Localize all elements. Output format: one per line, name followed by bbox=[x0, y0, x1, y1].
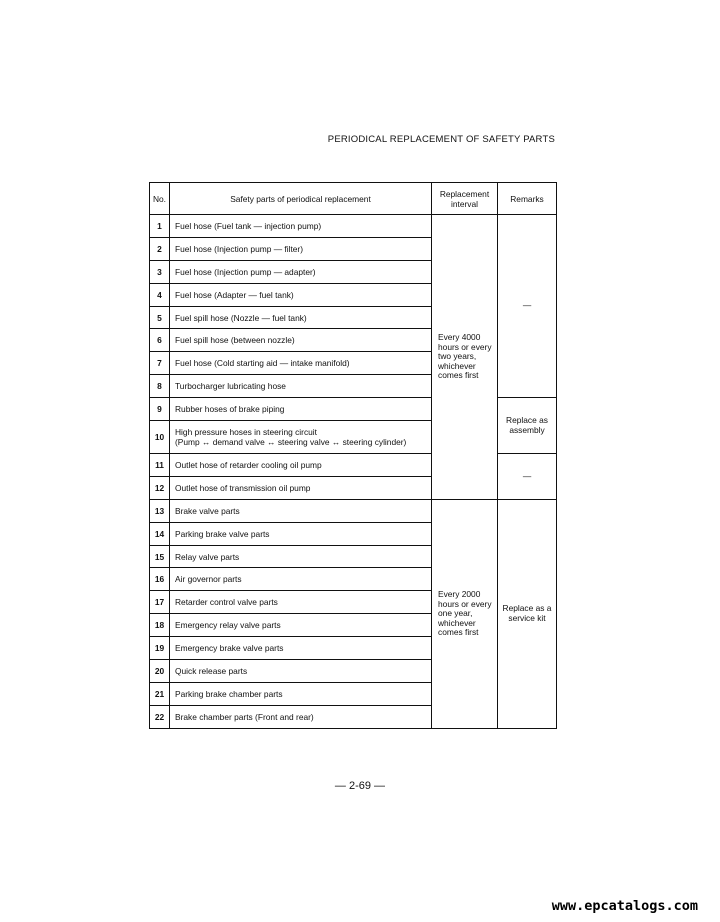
page-header-title: PERIODICAL REPLACEMENT OF SAFETY PARTS bbox=[327, 134, 555, 145]
part-name: Fuel hose (Injection pump — filter) bbox=[170, 237, 432, 260]
row-number: 11 bbox=[150, 454, 170, 477]
part-name: Emergency brake valve parts bbox=[170, 637, 432, 660]
row-number: 17 bbox=[150, 591, 170, 614]
remarks-dash: — bbox=[498, 454, 557, 500]
part-name: Fuel hose (Cold starting aid — intake manifold) bbox=[170, 352, 432, 375]
part-name-line-2: (Pump ↔ demand valve ↔ steering valve ↔ steering cylinder) bbox=[175, 437, 407, 448]
part-name: Fuel hose (Fuel tank — injection pump) bbox=[170, 215, 432, 238]
part-name: Brake chamber parts (Front and rear) bbox=[170, 705, 432, 728]
part-name: Parking brake chamber parts bbox=[170, 682, 432, 705]
page-number: — 2-69 — bbox=[334, 780, 386, 792]
part-name: Fuel hose (Injection pump — adapter) bbox=[170, 260, 432, 283]
row-number: 5 bbox=[150, 306, 170, 329]
row-number: 2 bbox=[150, 237, 170, 260]
row-number: 10 bbox=[150, 421, 170, 454]
row-number: 3 bbox=[150, 260, 170, 283]
part-name: Fuel spill hose (between nozzle) bbox=[170, 329, 432, 352]
row-number: 1 bbox=[150, 215, 170, 238]
part-name: Fuel spill hose (Nozzle — fuel tank) bbox=[170, 306, 432, 329]
remarks-replace-assembly: Replace as assembly bbox=[498, 398, 557, 454]
row-number: 14 bbox=[150, 522, 170, 545]
part-name: Relay valve parts bbox=[170, 545, 432, 568]
row-number: 13 bbox=[150, 499, 170, 522]
header-part: Safety parts of periodical replacement bbox=[170, 183, 432, 215]
part-name: Outlet hose of retarder cooling oil pump bbox=[170, 454, 432, 477]
part-name: Rubber hoses of brake piping bbox=[170, 398, 432, 421]
row-number: 9 bbox=[150, 398, 170, 421]
row-number: 15 bbox=[150, 545, 170, 568]
part-name: Brake valve parts bbox=[170, 499, 432, 522]
row-number: 19 bbox=[150, 637, 170, 660]
part-name: Parking brake valve parts bbox=[170, 522, 432, 545]
row-number: 7 bbox=[150, 352, 170, 375]
row-number: 6 bbox=[150, 329, 170, 352]
row-number: 12 bbox=[150, 476, 170, 499]
interval-4000: Every 4000 hours or every two years, whichever comes first bbox=[432, 215, 498, 500]
row-number: 18 bbox=[150, 614, 170, 637]
table-header-row bbox=[150, 183, 557, 215]
part-name-line-1: High pressure hoses in steering circuit bbox=[175, 427, 317, 438]
header-remarks: Remarks bbox=[498, 183, 557, 215]
table-row bbox=[150, 215, 557, 238]
row-number: 22 bbox=[150, 705, 170, 728]
part-name-two-line bbox=[170, 421, 432, 454]
part-name: Outlet hose of transmission oil pump bbox=[170, 476, 432, 499]
row-number: 16 bbox=[150, 568, 170, 591]
part-name: Fuel hose (Adapter — fuel tank) bbox=[170, 283, 432, 306]
row-number: 4 bbox=[150, 283, 170, 306]
part-name: Turbocharger lubricating hose bbox=[170, 375, 432, 398]
header-interval: Replacement interval bbox=[432, 183, 498, 215]
row-number: 20 bbox=[150, 660, 170, 683]
part-name: Air governor parts bbox=[170, 568, 432, 591]
watermark-url: www.epcatalogs.com bbox=[551, 898, 698, 914]
part-name: Quick release parts bbox=[170, 660, 432, 683]
safety-parts-table bbox=[149, 182, 557, 729]
interval-2000: Every 2000 hours or every one year, whichever comes first bbox=[432, 499, 498, 728]
remarks-dash: — bbox=[498, 215, 557, 398]
part-name: Emergency relay valve parts bbox=[170, 614, 432, 637]
remarks-replace-service-kit: Replace as a service kit bbox=[498, 499, 557, 728]
header-no: No. bbox=[150, 183, 170, 215]
row-number: 8 bbox=[150, 375, 170, 398]
table-row bbox=[150, 499, 557, 522]
row-number: 21 bbox=[150, 682, 170, 705]
part-name: Retarder control valve parts bbox=[170, 591, 432, 614]
